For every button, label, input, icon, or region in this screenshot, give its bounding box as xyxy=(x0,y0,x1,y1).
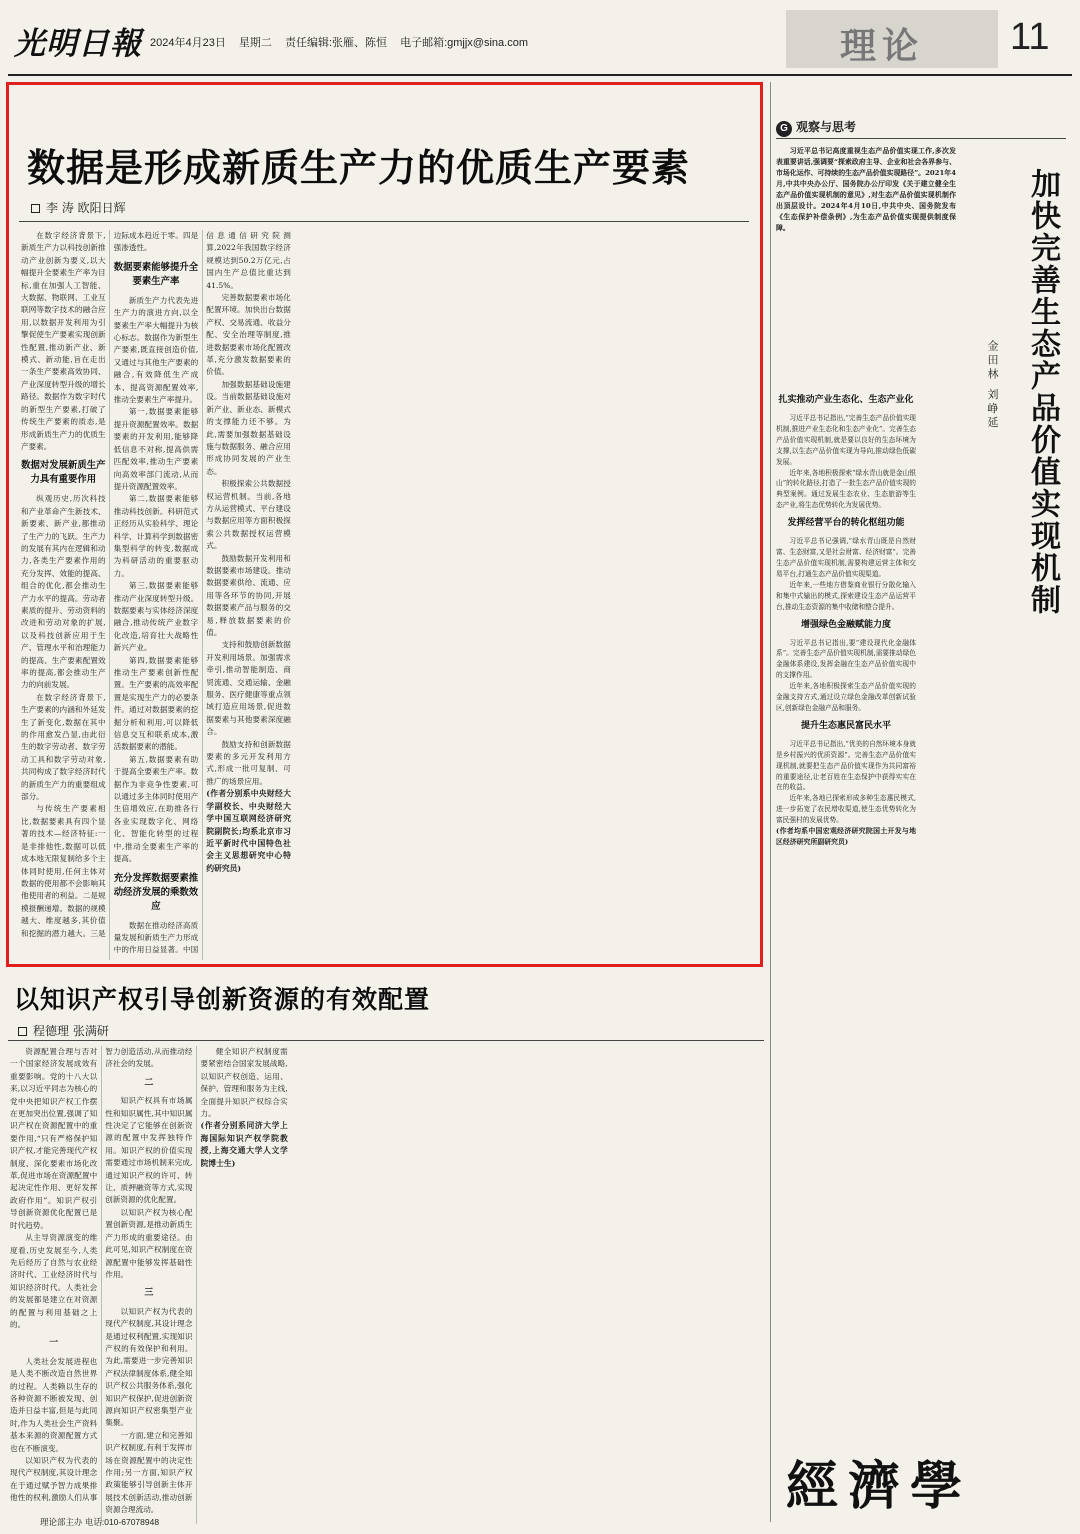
masthead xyxy=(0,0,1080,74)
section-numeral: 三 xyxy=(144,1288,154,1299)
paragraph: 支持和鼓励创新数据开发利用场景。加强需求牵引,推动智能制造、商贸流通、交通运输、金融服务、医疗健康等重点领域打造应用场景,促进数据要素与其他要素深度融合。 xyxy=(206,640,291,737)
paragraph: 第二,数据要素能够推动科技创新。科研范式正经历从实验科学、理论科学、计算科学到数据密集型科学的转变,数据成为科研活动的重要驱动力。 xyxy=(113,494,199,578)
paragraph: 健全知识产权制度需要紧密结合国家发展战略,以知识产权创造、运用、保护、管理和服务为主线,全面提升知识产权综合实力。 xyxy=(200,1047,288,1119)
column-header xyxy=(776,118,856,137)
byline-text: 李 涛 欧阳日辉 xyxy=(46,201,126,215)
section-heading: 发挥经营平台的转化枢纽功能 xyxy=(787,518,905,529)
section-name: 理论 xyxy=(840,25,925,67)
column-name: 观察与思考 xyxy=(796,120,857,134)
section-heading: 增强绿色金融赋能力度 xyxy=(800,619,891,630)
paragraph: 以知识产权为代表的现代产权制度,其设计理念是通过权利配置,实现知识产权的有效保护和利用。为此,需要进一步完善知识产权法律制度体系,健全知识产权公共服务体系,强化知识产权保护,促进创新资源向知识产权密集型产业集聚。 xyxy=(105,1306,193,1428)
newspaper-logo: 光明日報 xyxy=(14,26,142,62)
column-logo: 經濟學 xyxy=(786,1456,973,1517)
title-rule xyxy=(8,1040,764,1041)
section-numeral: 一 xyxy=(49,1338,59,1349)
paragraph: 习近平总书记指出,“优美的自然环境本身就是乡村振兴的优质资源”。完善生态产品价值实现机制,就要把生态产品价值实现作为共同富裕的重要途径,让老百姓在生态保护中获得实实在在的收益。 xyxy=(776,739,916,792)
article-byline xyxy=(31,199,126,216)
editor-email: 电子邮箱:gmjjx@sina.com xyxy=(400,37,528,49)
paragraph: 新质生产力代表先进生产力的演进方向,以全要素生产率大幅提升为核心标志。数据作为新型生产要素,既直接创造价值,又通过与其他生产要素的融合,有效降低生产成本、提高资源配置效率,推动全要素生产率提升。 xyxy=(113,295,199,405)
sidebar-body xyxy=(776,388,1066,1428)
column-badge-icon: G xyxy=(776,121,792,137)
issue-weekday: 星期二 xyxy=(238,37,272,49)
paragraph: 鼓励支持和创新数据要素的多元开发利用方式,形成一批可复制、可推广的场景应用。 xyxy=(206,739,291,786)
sidebar-title[interactable]: 加快完善生态产品价值实现机制 xyxy=(1025,168,1060,616)
paragraph: 近年来,一些地方借鉴商业银行分散化输入和集中式输出的模式,探索建设生态产品运营平台,推动生态资源的集中收储和整合提升。 xyxy=(776,580,916,611)
page-number: 11 xyxy=(1010,16,1050,58)
featured-article[interactable] xyxy=(6,82,763,967)
issue-date: 2024年4月23日 xyxy=(150,37,226,49)
paragraph: 鼓励数据开发利用和数据要素市场建设。推动数据要素供给、流通、应用等各环节的协同,开展数据要素产品与服务的交易,释放数据要素的价值。 xyxy=(206,553,291,637)
paragraph: 第五,数据要素有助于提高全要素生产率。数据作为非竞争性要素,可以通过多主体同时使用产生倍增效应,在助推各行各业实现数字化、网络化、智能化转型的过程中,推动全要素生产率的提高。 xyxy=(113,754,199,864)
author-note: (作者分别系同济大学上海国际知识产权学院教授,上海交通大学人文学院博士生) xyxy=(200,1121,288,1168)
paragraph: 近年来,各地积极探索生态产品价值实现的金融支持方式,通过设立绿色金融改革创新试验区,创新绿色金融产品和服务。 xyxy=(776,682,916,712)
article-title[interactable]: 数据是形成新质生产力的优质生产要素 xyxy=(27,145,691,190)
paragraph: 完善数据要素市场化配置环境。加快出台数据产权、交易流通、收益分配、安全治理等制度,推进数据要素市场化配置改革,充分激发数据要素的价值。 xyxy=(206,293,291,377)
section-heading: 数据对发展新质生产力具有重要作用 xyxy=(21,460,106,486)
sidebar-divider xyxy=(770,82,771,1522)
paragraph: 积极探索公共数据授权运营机制。当前,各地方从运营模式、平台建设与数据应用等方面积极探索公共数据授权运营模式。 xyxy=(206,479,291,551)
title-rule xyxy=(19,221,749,222)
paragraph: 资源配置合理与否对一个国家经济发展成效有重要影响。党的十八大以来,以习近平同志为核心的党中央把知识产权工作摆在更加突出位置,强调了知识产权在资源配置中的重要作用,“只有严格保护知识产权,才能完善现代产权制度、深化要素市场化改革,促进市场在资源配置中起决定性作用、更好发挥政府作用”。知识产权引导创新资源优化配置已是时代趋势。 xyxy=(10,1047,98,1230)
paragraph: 与传统生产要素相比,数据要素具有四个显著的技术—经济特征:一是非排他性,数据可以低成本地无限复制给多个主体同时使用,任何主体对数据的使用都不会影响其他使用者的利益。二是规模报酬递增。数据的规模越大、维度越多,其价值和挖掘的潜力越大。三是边际成本趋近于零。四是强渗透性。 xyxy=(21,231,199,938)
paragraph: 以知识产权为核心配置创新资源,是推动新质生产力形成的重要途径。由此可见,知识产权制度在资源配置中能够发挥基础性作用。 xyxy=(105,1207,193,1279)
sidebar-byline: 金田林 刘峥延 xyxy=(986,340,999,431)
author-note: (作者均系中国宏观经济研究院国土开发与地区经济研究所副研究员) xyxy=(776,827,916,846)
paragraph: 习近平总书记指出,要“建设现代化金融体系”。完善生态产品价值实现机制,需要推动绿色金融体系建设,发挥金融在生态产品价值实现中的支撑作用。 xyxy=(776,638,916,680)
paragraph: 近年来,各地积极探索“绿水青山就是金山银山”的转化路径,打造了一批生态产品价值实现的典型案例。通过发展生态农业、生态旅游等生态产业,将生态优势转化为发展优势。 xyxy=(776,468,916,510)
paragraph: 在数字经济背景下,新质生产力以科技创新推动产业创新为要义,以大幅提升全要素生产率为目标,重在加强人工智能、大数据、物联网、工业互联网等数字技术的融合应用,以数据开发利用为引擎促使生产要素实现创新性配置,推动新产业、新模式、新动能,旨在走出一条生产要素高效协同、产业深度转型升级的增长路径。数据作为数字时代的新型生产要素,打破了传统生产要素的质态,是形成新质生产力的优质生产要素。 xyxy=(21,231,106,451)
paragraph: 一方面,建立和完善知识产权制度,有利于发挥市场在资源配置中的决定性作用;另一方面,知识产权政策能够引导创新主体开展技术创新活动,推动创新资源合理流动。 xyxy=(105,1430,193,1515)
section-numeral: 二 xyxy=(144,1077,154,1088)
section-heading: 充分发挥数据要素推动经济发展的乘数效应 xyxy=(113,872,199,912)
section-heading: 数据要素能够提升全要素生产率 xyxy=(113,261,199,287)
paragraph: 第一,数据要素能够提升资源配置效率。数据要素的开发利用,能够降低信息不对称,提高供需匹配效率,推动生产要素向高效率部门流动,从而提升资源配置效率。 xyxy=(113,407,199,491)
masthead-rule xyxy=(8,74,1072,76)
paragraph: 习近平总书记高度重视生态产品价值实现工作,多次发表重要讲话,强调要“探索政府主导、企业和社会各界参与、市场化运作、可持续的生态产品价值实现路径”。2021年4月,中共中央办公厅、国务院办公厅印发《关于建立健全生态产品价值实现机制的意见》,对生态产品价值实现机制作出顶层设计。2024年4月10日,中共中央、国务院发布《生态保护补偿条例》,为生态产品价值实现提供制度保障。 xyxy=(776,147,956,232)
section-heading: 提升生态惠民富民水平 xyxy=(800,720,891,731)
byline-box-icon xyxy=(18,1027,27,1036)
paragraph: 第四,数据要素能够推动生产要素创新性配置。生产要素的高效率配置是实现生产力的必要条件。通过对数据要素的挖掘分析和利用,可以降低信息交互和联系成本,激活数据要素的潜能。 xyxy=(113,655,199,752)
byline-box-icon xyxy=(31,204,40,213)
sidebar-lead xyxy=(776,146,956,382)
paragraph: 近年来,各地已探索形成多种生态惠民模式,进一步拓宽了农民增收渠道,使生态优势转化为富民强村的发展优势。 xyxy=(776,794,916,825)
byline-text: 程德理 张满研 xyxy=(33,1024,109,1038)
author-note: (作者分别系中央财经大学副校长、中央财经大学中国互联网经济研究院副院长;均系北京市习近平新时代中国特色社会主义思想研究中心特约研究员) xyxy=(206,789,291,873)
department-contact: 理论部主办 电话:010-67078948 xyxy=(40,1517,160,1527)
article-body xyxy=(21,230,754,960)
responsible-editors: 责任编辑:张雁、陈恒 xyxy=(284,37,388,49)
paragraph: 第三,数据要素能够推动产业深度转型升级。数据要素与实体经济深度融合,推动传统产业数字化改造,培育壮大战略性新兴产业。 xyxy=(113,581,199,653)
article2-title[interactable]: 以知识产权引导创新资源的有效配置 xyxy=(14,985,431,1014)
column-logo-area xyxy=(776,1440,1068,1516)
paragraph: 加强数据基础设施建设。当前数据基础设施对新产业、新业态、新模式的支撑能力还不够。为此,需要加强数据基础设施与数据服务、融合应用形成协同发展的产业生态。 xyxy=(206,379,291,476)
paragraph: 人类社会发展进程也是人类不断改造自然世界的过程。人类赖以生存的各种资源不断被发现、创造并日益丰富,但是与此同时,作为人类社会生产资料基本来源的资源配置方式也在不断演变。 xyxy=(10,1356,98,1453)
paragraph: 在数字经济背景下,生产要素的内涵和外延发生了新变化,数据在其中的作用愈发凸显,由此衍生的数字劳动者、数字劳动工具和数字劳动对象,共同构成了数字经济时代的新质生产力的重要组成部分。 xyxy=(21,692,106,802)
paragraph: 习近平总书记强调,“绿水青山既是自然财富、生态财富,又是社会财富、经济财富”。完善生态产品价值实现机制,需要构建运营主体和交易平台,打通生态产品价值实现渠道。 xyxy=(776,537,916,578)
paragraph: 从主导资源演变的维度看,历史发展至今,人类先后经历了自然与农业经济时代、工业经济时代与知识经济时代。人类社会的发展都是建立在对资源的配置与利用基础之上的。 xyxy=(10,1233,98,1329)
article2-byline xyxy=(18,1022,109,1039)
paragraph: 纵观历史,历次科技和产业革命产生新技术、新要素、新产业,都推动了生产力的飞跃。生产力的发展有其内在逻辑和动力,各类生产要素作用的充分发挥、效能的提高、组合的优化,都会推动生产力水平的提高。劳动者素质的提升、劳动资料的改进和劳动对象的扩展,以及科技创新应用于生产、管理水平和治理能力的提高、生产要素配置效率的提高,都会推动生产力的向前发展。 xyxy=(21,494,106,690)
column-rule xyxy=(776,138,1066,139)
paragraph: 以知识产权为代表的现代产权制度,其设计理念在于通过赋予智力成果排他性的权利,激励人们从事智力创造活动,从而推动经济社会的发展。 xyxy=(10,1047,193,1503)
paragraph: 知识产权具有市场属性和知识属性,其中知识属性决定了它能够在创新资源的配置中发挥独特作用。知识产权的价值实现需要通过市场机制来完成,通过知识产权的许可、转让、质押融资等方式,实现创新资源的优化配置。 xyxy=(105,1096,193,1205)
article2-body xyxy=(10,1046,764,1524)
paragraph: 数据在推动经济高质量发展和新质生产力形成中的作用日益显著。中国信息通信研究院测算,2022年我国数字经济规模达到50.2万亿元,占国内生产总值比重达到41.5%。 xyxy=(113,231,291,955)
paragraph: 习近平总书记指出,“完善生态产品价值实现机制,推进产业生态化和生态产业化”。完善生态产品价值实现机制,就是要以良好的生态环境为支撑,以生态产品价值实现为导向,推动绿色低碳发展。 xyxy=(776,414,916,466)
issue-info xyxy=(150,34,538,50)
section-heading: 扎实推动产业生态化、生态产业化 xyxy=(778,395,914,405)
